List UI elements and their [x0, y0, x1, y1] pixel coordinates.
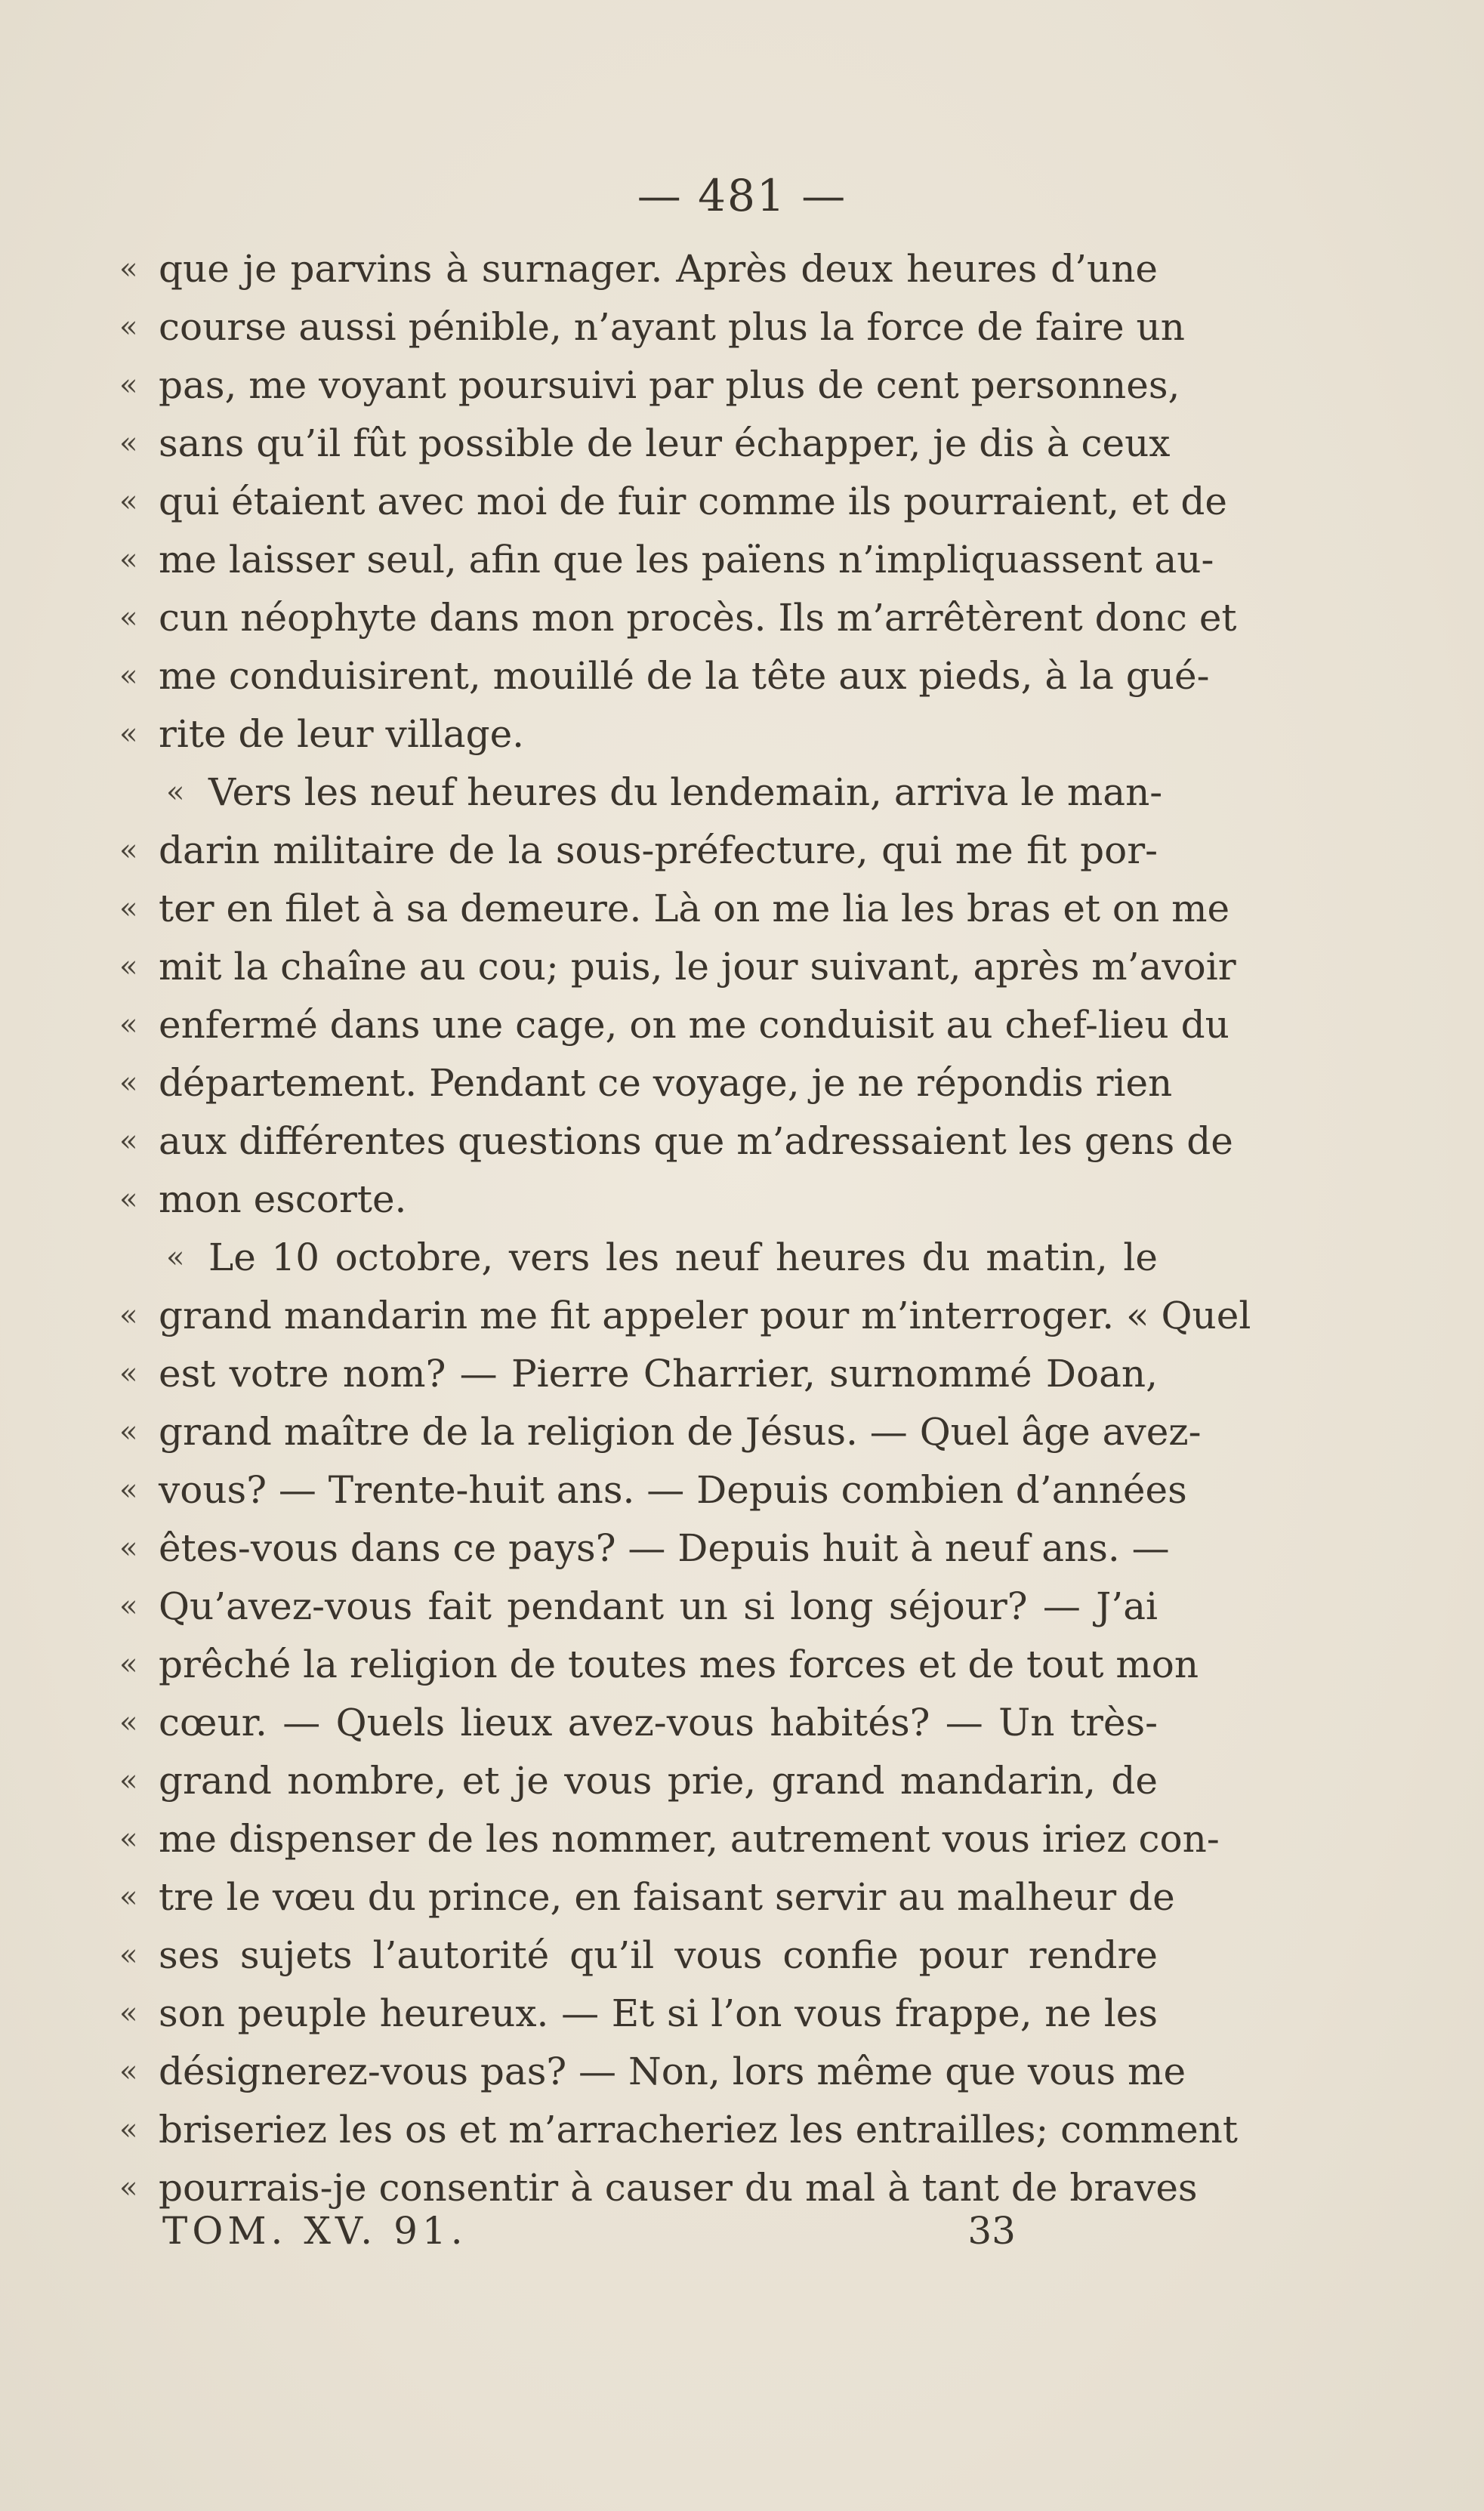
text-line — [119, 531, 1214, 589]
text-line — [119, 1112, 1233, 1171]
line-text: est votre nom? — Pierre Charrier, surnommé Doan, — [159, 1352, 1158, 1396]
quote-mark: « — [119, 833, 138, 868]
quote-mark: « — [119, 2112, 138, 2147]
line-text: désignerez-vous pas? — Non, lors même que vous me — [159, 2050, 1186, 2093]
line-text: pourrais-je consentir à causer du mal à tant de braves — [159, 2166, 1198, 2210]
quote-mark: « — [119, 310, 138, 344]
line-text: enfermé dans une cage, on me conduisit au chef-lieu du — [159, 1003, 1229, 1047]
text-line — [119, 1636, 1199, 1694]
page-footer — [162, 2209, 1016, 2262]
line-text: mit la chaîne au cou; puis, le jour suivant, après m’avoir — [159, 945, 1236, 989]
text-line — [119, 415, 1171, 473]
quote-mark: « — [119, 1473, 138, 1507]
page-number: — 481 — — [637, 170, 847, 221]
quote-mark: « — [119, 1414, 138, 1449]
text-line — [119, 473, 1227, 531]
line-text: pas, me voyant poursuivi par plus de cent personnes, — [159, 363, 1180, 407]
quote-mark: « — [119, 1938, 138, 1973]
line-text: ses sujets l’autorité qu’il vous confie pour rendre — [159, 1933, 1158, 1977]
text-line — [119, 298, 1185, 356]
text-line — [119, 1054, 1173, 1112]
quote-mark: « — [119, 251, 138, 286]
text-line — [119, 2101, 1238, 2159]
text-line — [119, 647, 1210, 705]
line-text: me laisser seul, afin que les païens n’impliquassent au- — [159, 538, 1214, 581]
quote-mark: « — [119, 542, 138, 577]
text-line — [119, 1926, 1158, 1985]
quote-mark: « — [119, 2170, 138, 2205]
quote-mark: « — [119, 1647, 138, 1682]
quote-mark: « — [119, 1996, 138, 2031]
text-line — [119, 763, 1163, 822]
text-line — [119, 938, 1236, 996]
line-text: êtes-vous dans ce pays? — Depuis huit à neuf ans. — — [159, 1526, 1170, 1570]
line-text: course aussi pénible, n’ayant plus la force de faire un — [159, 305, 1185, 349]
quote-mark: « — [119, 1822, 138, 1856]
text-line — [119, 1985, 1158, 2043]
text-line — [119, 1229, 1158, 1287]
line-text: département. Pendant ce voyage, je ne répondis rien — [159, 1061, 1173, 1105]
line-text: tre le vœu du prince, en faisant servir au malheur de — [159, 1875, 1175, 1919]
quote-mark: « — [119, 1356, 138, 1391]
text-line — [119, 2043, 1186, 2101]
quote-mark: « — [119, 717, 138, 751]
quote-mark: « — [119, 2054, 138, 2089]
quote-mark: « — [166, 1240, 185, 1275]
text-line — [119, 356, 1180, 415]
line-text: sans qu’il fût possible de leur échapper, je dis à ceux — [159, 421, 1171, 465]
quote-mark: « — [119, 600, 138, 635]
quote-mark: « — [119, 1182, 138, 1217]
line-text: briseriez les os et m’arracheriez les entrailles; comment — [159, 2108, 1238, 2152]
line-text: son peuple heureux. — Et si l’on vous frappe, ne les — [159, 1991, 1158, 2035]
line-text: vous? — Trente-huit ans. — Depuis combien d’années — [159, 1468, 1187, 1512]
line-text: ter en filet à sa demeure. Là on me lia les bras et on me — [159, 887, 1230, 930]
quote-mark: « — [119, 1066, 138, 1100]
line-text: Qu’avez-vous fait pendant un si long séjour? — J’ai — [159, 1584, 1158, 1628]
quote-mark: « — [119, 1007, 138, 1042]
text-line — [119, 589, 1237, 647]
line-text: aux différentes questions que m’adressaient les gens de — [159, 1119, 1233, 1163]
line-text: me conduisirent, mouillé de la tête aux pieds, à la gué- — [159, 654, 1210, 698]
quote-mark: « — [119, 368, 138, 403]
text-line — [119, 1578, 1158, 1636]
body-text — [119, 240, 1251, 2217]
text-line — [119, 822, 1158, 880]
line-text: darin militaire de la sous-préfecture, qui me fit por- — [159, 828, 1158, 872]
line-text: que je parvins à surnager. Après deux heures d’une — [159, 247, 1158, 291]
text-line — [119, 1868, 1175, 1926]
line-text: cun néophyte dans mon procès. Ils m’arrêtèrent donc et — [159, 596, 1237, 640]
quote-mark: « — [119, 484, 138, 519]
line-text: Vers les neuf heures du lendemain, arriva le man- — [208, 770, 1163, 814]
line-text: grand maître de la religion de Jésus. — Quel âge avez- — [159, 1410, 1202, 1454]
line-text: prêché la religion de toutes mes forces et de tout mon — [159, 1643, 1199, 1686]
text-line — [119, 1287, 1251, 1345]
quote-mark: « — [119, 1531, 138, 1566]
quote-mark: « — [119, 1124, 138, 1158]
text-line — [119, 1810, 1220, 1868]
quote-mark: « — [119, 659, 138, 693]
text-line — [119, 1519, 1170, 1578]
line-text: me dispenser de les nommer, autrement vous iriez con- — [159, 1817, 1220, 1861]
text-line — [119, 705, 1158, 763]
quote-mark: « — [119, 1763, 138, 1798]
quote-mark: « — [119, 1589, 138, 1624]
line-text: cœur. — Quels lieux avez-vous habités? — Un très- — [159, 1701, 1158, 1744]
quote-mark: « — [119, 1880, 138, 1914]
text-line — [119, 996, 1229, 1054]
text-line — [119, 1345, 1158, 1403]
quote-mark: « — [119, 949, 138, 984]
signature-mark: TOM. XV. 91. — [162, 2209, 467, 2253]
quote-mark: « — [166, 775, 185, 810]
line-text: rite de leur village. — [159, 712, 525, 756]
text-line — [119, 1403, 1202, 1461]
line-text: grand mandarin me fit appeler pour m’interroger. « Quel — [159, 1294, 1251, 1337]
line-text: Le 10 octobre, vers les neuf heures du matin, le — [208, 1235, 1158, 1279]
sheet-number: 33 — [967, 2209, 1016, 2253]
text-line — [119, 1461, 1187, 1519]
line-text: grand nombre, et je vous prie, grand mandarin, de — [159, 1759, 1158, 1803]
quote-mark: « — [119, 891, 138, 926]
text-line — [119, 240, 1158, 298]
text-line — [119, 1171, 1158, 1229]
line-text: qui étaient avec moi de fuir comme ils pourraient, et de — [159, 480, 1227, 523]
text-line — [119, 1752, 1158, 1810]
text-line — [119, 880, 1230, 938]
quote-mark: « — [119, 426, 138, 461]
quote-mark: « — [119, 1705, 138, 1740]
text-line — [119, 1694, 1158, 1752]
line-text: mon escorte. — [159, 1177, 407, 1221]
quote-mark: « — [119, 1298, 138, 1333]
